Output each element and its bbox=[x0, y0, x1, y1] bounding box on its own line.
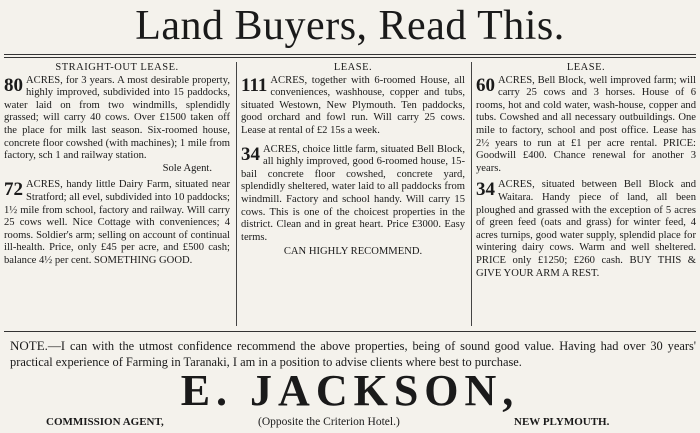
footer-title: COMMISSION AGENT, bbox=[46, 416, 164, 428]
agent-name: E. JACKSON, bbox=[180, 366, 520, 415]
listing-60-acres bbox=[476, 75, 696, 176]
headline: Land Buyers, Read This. bbox=[135, 3, 565, 49]
listing-text: ACRES, together with 6-roomed House, all conveniences, washhouse, copper and tubs, situated Westown, New Plymouth. Ten paddocks, good orchard and fowl run. Will carry 25 cows. Lease at rental of £2 15s a week. bbox=[241, 74, 465, 136]
listing-number: 80 bbox=[4, 74, 23, 96]
listing-text: ACRES, Bell Block, well improved farm; will carry 25 cows and 3 horses. House of 6 rooms, hot and cold water, wash-house, copper and tubs. Cowshed and all necessary outbuildings. One mile to factory, school and post office. Lease has 2½ years to run at £1 per acre rental. PRICE: Goodwill £400. Chance renewal for another 3 years. bbox=[476, 74, 696, 174]
column-lease-right bbox=[476, 62, 696, 280]
listing-text: ACRES, situated between Bell Block and Waitara. Handy piece of land, all been ploughed and grassed with the exception of 5 acres of green feed (oats and grass) for winter feed, 4 acres turnips, good water supply, splendid place for wintering dairy cows. Warm and well sheltered. PRICE only £1250; £260 cash. BUY THIS & GIVE YOUR ARM A REST. bbox=[476, 179, 696, 279]
listing-number: 34 bbox=[241, 143, 260, 165]
listing-sign: Sole Agent. bbox=[162, 162, 212, 174]
listing-sign: CAN HIGHLY RECOMMEND. bbox=[283, 246, 423, 258]
listing-text: ACRES, for 3 years. A most desirable property, highly improved, subdivided into 15 paddocks, water laid on from two windmills, splendidly grassed; will carry 40 cows. Over £1500 taken off the place for milk last season. Six-roomed house, concrete floor cowshed (with machines); 1 mile from factory, sch 1 and railway station. bbox=[4, 74, 230, 162]
top-rule-inner bbox=[4, 57, 696, 58]
listing-80-acres bbox=[4, 75, 230, 163]
listing-72-acres bbox=[4, 179, 230, 267]
listing-text: ACRES, handy little Dairy Farm, situated near Stratford; all evel, subdivided into 10 paddocks; 1½ mile from school, factory and railway. Will carry 25 cows well. Nice Cottage with conveniences; 4 rooms. Soldier's arm; selling on account of continual ill-health. Price, only £45 per acre, and £500 cash; balance 4½ per cent. SOMETHING GOOD. bbox=[4, 179, 230, 266]
column-title: STRAIGHT-OUT LEASE. bbox=[55, 62, 179, 73]
column-title: LEASE. bbox=[566, 62, 606, 73]
footer-address: (Opposite the Criterion Hotel.) bbox=[258, 416, 400, 428]
column-title: LEASE. bbox=[333, 62, 373, 73]
listing-number: 34 bbox=[476, 179, 495, 201]
listing-34-acres-waitara bbox=[476, 179, 696, 280]
column-lease-middle bbox=[241, 62, 465, 259]
footer-town: NEW PLYMOUTH. bbox=[514, 416, 610, 428]
note-text: I can with the utmost confidence recommend the above properties, being of sound good value. Having had over 30 years' practical experience of Farming in Taranaki, I am in a position to advise clients where best to purchase. bbox=[10, 339, 696, 369]
top-rule bbox=[4, 54, 696, 55]
note-lead: NOTE.— bbox=[10, 338, 61, 353]
column-divider-2 bbox=[471, 62, 472, 326]
column-straight-out-lease bbox=[4, 62, 230, 268]
listing-number: 72 bbox=[4, 179, 23, 201]
listing-34-acres-bell-block bbox=[241, 144, 465, 245]
mid-rule bbox=[4, 331, 696, 332]
listing-text: ACRES, choice little farm, situated Bell Block, all highly improved, good 6-roomed house, 15-bail concrete floor cowshed, concrete yard, splendidly sheltered, water laid to all paddocks from windmill. Factory and school handy. Will carry 15 cows. This is one of the choicest properties in the district. Clean and in great heart. Price £3000. Easy terms. bbox=[241, 143, 465, 243]
column-divider-1 bbox=[236, 62, 237, 326]
listing-111-acres bbox=[241, 75, 465, 138]
listing-number: 111 bbox=[241, 74, 268, 96]
listing-number: 60 bbox=[476, 74, 495, 96]
